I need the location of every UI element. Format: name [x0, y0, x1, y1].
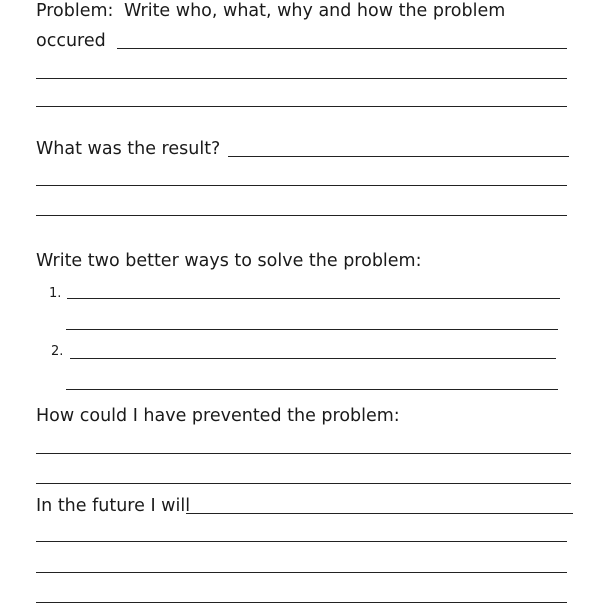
answer-line-future-2[interactable]: [36, 541, 567, 542]
result-prompt: What was the result?: [36, 139, 221, 159]
future-prompt: In the future I will: [36, 496, 191, 516]
item-number-1: 1.: [49, 286, 62, 301]
answer-line-prevent-1[interactable]: [36, 453, 571, 454]
answer-line-problem-2[interactable]: [36, 78, 567, 79]
answer-line-problem-1[interactable]: [117, 48, 567, 49]
answer-line-future-3[interactable]: [36, 572, 567, 573]
answer-line-way-1b[interactable]: [66, 329, 558, 330]
answer-line-result-2[interactable]: [36, 185, 567, 186]
problem-label: Problem:: [36, 1, 114, 21]
problem-prompt-continuation: occured: [36, 31, 106, 51]
answer-line-way-2a[interactable]: [70, 358, 556, 359]
answer-line-way-2b[interactable]: [66, 389, 558, 390]
answer-line-future-1[interactable]: [186, 513, 573, 514]
answer-line-future-4[interactable]: [36, 602, 567, 603]
answer-line-prevent-2[interactable]: [36, 483, 571, 484]
better-ways-prompt: Write two better ways to solve the problem:: [36, 251, 422, 271]
answer-line-problem-3[interactable]: [36, 106, 567, 107]
answer-line-way-1a[interactable]: [67, 298, 560, 299]
answer-line-result-1[interactable]: [228, 156, 569, 157]
prevent-prompt: How could I have prevented the problem:: [36, 406, 400, 426]
answer-line-result-3[interactable]: [36, 215, 567, 216]
problem-prompt: Write who, what, why and how the problem: [124, 1, 506, 21]
item-number-2: 2.: [51, 344, 64, 359]
